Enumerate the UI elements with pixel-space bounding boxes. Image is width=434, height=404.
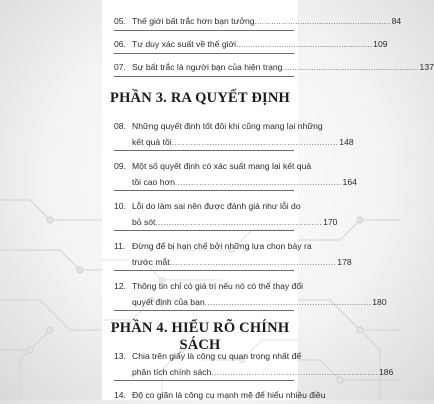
part-4-heading: PHẦN 4. HIỂU RÕ CHÍNH SÁCH: [110, 320, 290, 353]
toc-entry[interactable]: 09. Một số quyết định có xác suất mang lại kết quả tồi cao hơn .............................................................. 164: [114, 159, 294, 191]
toc-entry[interactable]: 08. Những quyết định tốt đôi khi cũng mang lại những kết quả tồi .............................................................. 148: [114, 119, 294, 151]
toc-entry[interactable]: 07. Sự bất trắc là người bạn của hiện trạng......................................................... 137: [114, 60, 294, 77]
toc-entry[interactable]: 05. Thế giới bất trắc hơn bạn tưởng......................................................... 84: [114, 14, 294, 31]
part-3-heading: PHẦN 3. RA QUYẾT ĐỊNH: [110, 90, 290, 106]
toc-entry[interactable]: 12. Thông tin chỉ có giá trị nếu nó có thể thay đổi quyết định của bạn .............................................................. 180: [114, 279, 294, 311]
toc-entry[interactable]: 10. Lỗi do làm sai nên được đánh giá như lỗi do bỏ sót .............................................................. 170: [114, 199, 294, 231]
toc-entry[interactable]: 06. Tư duy xác suất về thế giới......................................................... 109: [114, 37, 294, 54]
toc-entry[interactable]: 11. Đừng để bị hạn chế bởi những lựa chọn bày ra trước mắt .............................................................. 178: [114, 239, 294, 271]
toc-entry[interactable]: 13. Chia trên giấy là công cụ quan trọng nhất để phân tích chính sách .............................................................. 186: [114, 349, 294, 381]
toc-entry[interactable]: 14. Độ co giãn là công cụ mạnh mẽ để hiểu nhiều điều: [114, 390, 326, 400]
toc-page: [102, 0, 434, 400]
